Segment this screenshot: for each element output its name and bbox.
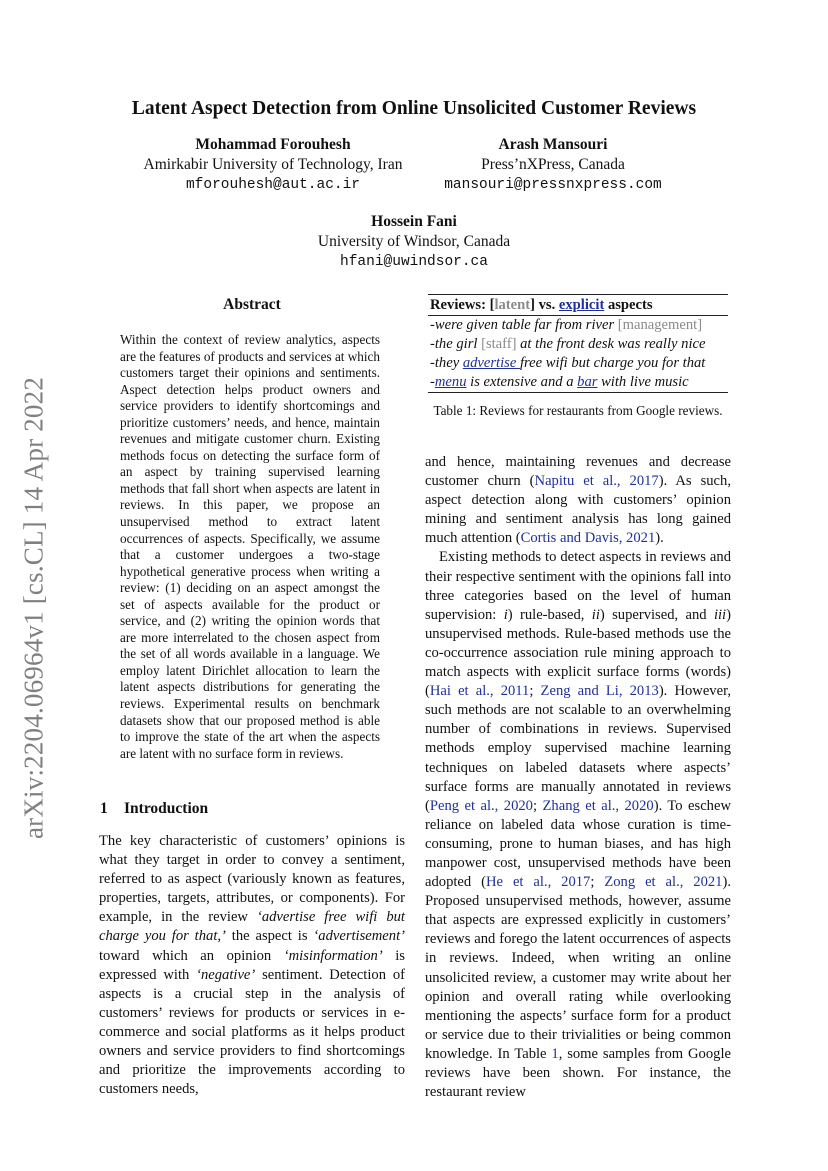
table-1: [425, 294, 731, 393]
author-email[interactable]: hfani@uwindsor.ca: [340, 254, 488, 270]
latent-label: latent: [494, 297, 531, 313]
paper-title: Latent Aspect Detection from Online Unsolicited Customer Reviews: [131, 98, 697, 119]
abstract-text: Within the context of review analytics, aspects are the features of products and services at which customers target their opinions and sentiments. Aspect detection helps product owners and service providers to identify shortcomings and prioritize customers’ needs, and hence, maintain revenues and mitigate customer churn. Existing methods focus on detecting the surface form of an aspect by training supervised learning methods that fall short when aspects are latent in reviews. In this paper, we propose an unsupervised method to extract latent occurrences of aspects. Specifically, we assume that a customer undergoes a two-stage hypothetical generative process when writing a review: (1) deciding on an aspect amongst the set of aspects available for the product or service, and (2) writing the opinion words that are more interrelated to the chosen aspect from the set of all words available in a language. We employ latent Dirichlet allocation to learn the latent aspects distributions for generating the reviews. Experimental results on benchmark datasets show that our proposed method is able to improve the state of the art when the aspects are latent with no surface form in reviews.: [120, 332, 380, 761]
intro-right-column: and hence, maintaining revenues and decrease customer churn (Napitu et al., 2017). As such, aspect detection along with customers’ opinion mining and sentiment analysis has long gained much attention (Cortis and Davis, 2021). Existing methods to detect aspects in reviews and their respective sentiment with the opinions fall into three categories based on the level of human supervision: i) rule-based, ii) supervised, and iii) unsupervised methods. Rule-based methods use the co-occurrence association rule mining approach to match aspects with explicit surface forms (words) (Hai et al., 2011; Zeng and Li, 2013). However, such methods are not scalable to an overwhelming number of combinations in reviews. Supervised methods employ supervised machine learning techniques on labeled datasets where aspects’ surface forms are manually annotated in reviews (Peng et al., 2020; Zhang et al., 2020). To eschew reliance on labeled data whose curation is time-consuming, prone to human biases, and has high manpower cost, unsupervised methods have been adopted (He et al., 2017; Zong et al., 2021). Proposed unsupervised methods, however, assume that aspects are expressed explicitly in customers’ reviews and forego the latent occurrences of aspects in reviews. Indeed, when writing an online unsolicited review, a customer may write about her opinion and overall rating while overlooking mentioning the aspects’ surface form for a product or service due to their trivialities or being common knowledge. In Table 1, some samples from Google reviews have been shown. For instance, the restaurant review: [425, 454, 732, 1101]
author-affiliation: University of Windsor, Canada: [317, 233, 511, 250]
author-email[interactable]: mforouhesh@aut.ac.ir: [185, 177, 361, 193]
author-name: Arash Mansouri: [498, 136, 608, 153]
table-caption: Table 1: Reviews for restaurants from Google reviews.: [433, 403, 723, 418]
arxiv-stamp: arXiv:2204.06964v1 [cs.CL] 14 Apr 2022: [18, 376, 49, 839]
abstract-heading: Abstract: [223, 296, 281, 313]
author-block-2: [400, 135, 706, 195]
author-affiliation: Amirkabir University of Technology, Iran: [143, 156, 403, 173]
author-email[interactable]: mansouri@pressnxpress.com: [444, 177, 662, 193]
explicit-label: explicit: [558, 297, 605, 313]
table-row: -were given table far from river [management]: [430, 317, 703, 333]
table-row: -the girl [staff] at the front desk was really nice: [430, 336, 706, 353]
author-block-3: [260, 212, 568, 272]
table-row: -menu is extensive and a bar with live music: [430, 374, 689, 391]
section-heading: 1 Introduction: [100, 800, 209, 817]
author-affiliation: Press’nXPress, Canada: [481, 156, 625, 173]
author-name: Mohammad Forouhesh: [195, 136, 351, 153]
table-row: -they advertise free wifi but charge you for that: [430, 355, 706, 372]
author-name: Hossein Fani: [371, 213, 457, 230]
intro-left-column: The key characteristic of customers’ opinions is what they target in order to convey a sentiment, referred to as aspect (variously known as features, properties, targets, attributes, or components). For example, in the review ‘advertise free wifi but charge you for that,’ the aspect is ‘advertisement’ toward which an opinion ‘misinformation’ is expressed with ‘negative’ sentiment. Detection of aspects is a crucial step in the analysis of customers’ reviews for products or services in e-commerce and social platforms as it helps product owners and service providers to find shortcomings and prioritize the improvements according to customers needs,: [99, 833, 405, 1098]
author-block-1: [120, 135, 426, 195]
table-header: Reviews: [latent] vs. explicit aspects: [430, 297, 653, 313]
table-bottom-rule: [428, 392, 728, 393]
